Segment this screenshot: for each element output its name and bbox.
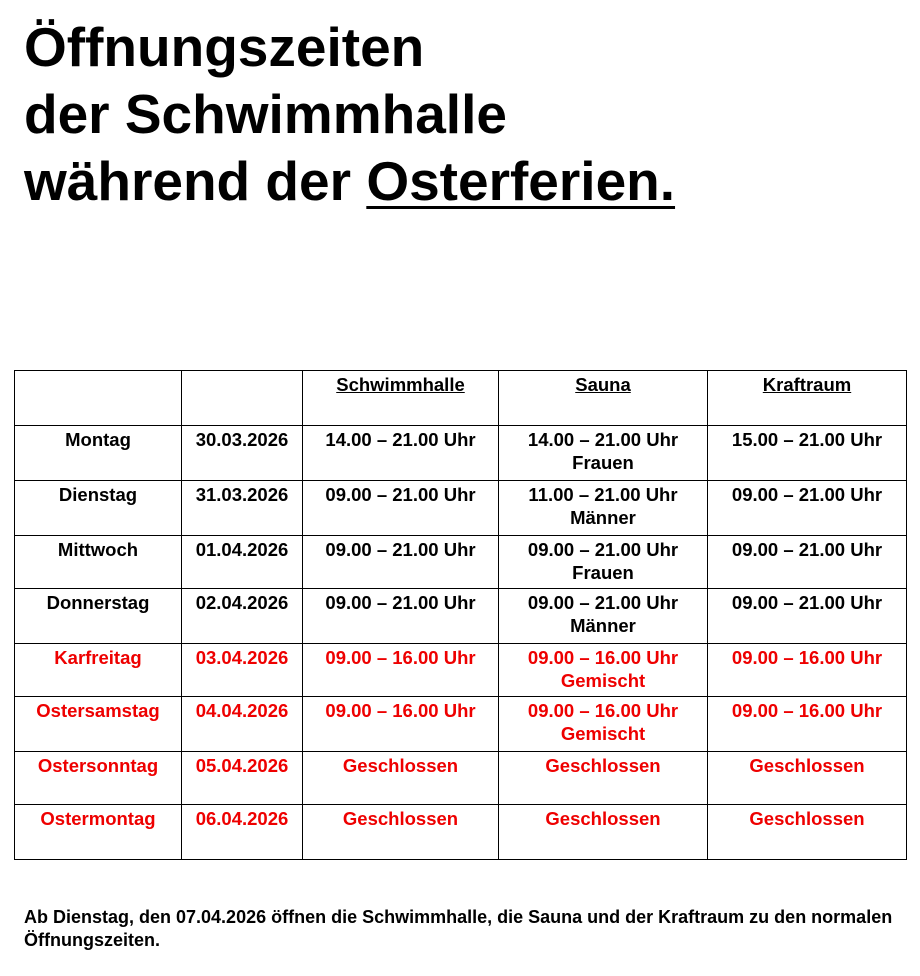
sauna-cell <box>499 697 708 752</box>
table-row <box>15 426 907 481</box>
sauna-cell <box>499 644 708 697</box>
date-cell: 01.04.2026 <box>182 536 303 589</box>
title-line-1: Öffnungszeiten <box>24 16 425 78</box>
sauna-note: Männer <box>570 615 636 636</box>
sauna-cell <box>499 426 708 481</box>
schwimmhalle-cell: 09.00 – 21.00 Uhr <box>303 536 499 589</box>
date-cell: 02.04.2026 <box>182 589 303 644</box>
kraftraum-cell: 15.00 – 21.00 Uhr <box>708 426 907 481</box>
table-row <box>15 481 907 536</box>
day-cell: Montag <box>15 426 182 481</box>
footer-note: Ab Dienstag, den 07.04.2026 öffnen die Schwimmhalle, die Sauna und der Kraftraum zu den normalen Öffnungszeiten. <box>24 907 893 950</box>
schwimmhalle-cell: 09.00 – 21.00 Uhr <box>303 481 499 536</box>
title-line-2: der Schwimmhalle <box>24 83 507 145</box>
sauna-hours: 09.00 – 16.00 Uhr <box>527 700 679 721</box>
kraftraum-cell: Geschlossen <box>708 805 907 860</box>
opening-hours-table <box>14 370 907 860</box>
header-kraftraum <box>708 371 907 426</box>
schwimmhalle-cell: 09.00 – 21.00 Uhr <box>303 589 499 644</box>
sauna-hours: 09.00 – 21.00 Uhr <box>527 539 679 560</box>
header-sauna <box>499 371 708 426</box>
title-line-3-prefix: während der <box>24 150 367 212</box>
sauna-note: Gemischt <box>560 670 646 691</box>
date-cell: 04.04.2026 <box>182 697 303 752</box>
day-cell: Ostermontag <box>15 805 182 860</box>
header-schwimmhalle <box>303 371 499 426</box>
sauna-note: Männer <box>570 507 636 528</box>
table-row <box>15 589 907 644</box>
schwimmhalle-cell: Geschlossen <box>303 805 499 860</box>
schwimmhalle-cell: 09.00 – 16.00 Uhr <box>303 697 499 752</box>
sauna-hours: 09.00 – 16.00 Uhr <box>527 647 679 668</box>
table-row <box>15 805 907 860</box>
sauna-note: Frauen <box>572 562 634 583</box>
header-sauna-label: Sauna <box>575 374 631 395</box>
header-schwimmhalle-label: Schwimmhalle <box>336 374 465 395</box>
title-osterferien: Osterferien. <box>366 150 676 212</box>
title-line-3 <box>24 148 675 215</box>
sauna-cell: Geschlossen <box>499 752 708 805</box>
sauna-cell <box>499 589 708 644</box>
schwimmhalle-cell: Geschlossen <box>303 752 499 805</box>
kraftraum-cell: 09.00 – 16.00 Uhr <box>708 697 907 752</box>
date-cell: 06.04.2026 <box>182 805 303 860</box>
sauna-hours: 11.00 – 21.00 Uhr <box>528 484 678 505</box>
date-cell: 30.03.2026 <box>182 426 303 481</box>
day-cell: Mittwoch <box>15 536 182 589</box>
sauna-cell <box>499 481 708 536</box>
schwimmhalle-cell: 14.00 – 21.00 Uhr <box>303 426 499 481</box>
day-cell: Dienstag <box>15 481 182 536</box>
table-row <box>15 697 907 752</box>
header-day <box>15 371 182 426</box>
kraftraum-cell: 09.00 – 21.00 Uhr <box>708 536 907 589</box>
header-kraftraum-label: Kraftraum <box>762 374 852 395</box>
table-row <box>15 644 907 697</box>
sauna-hours: 14.00 – 21.00 Uhr <box>527 429 679 450</box>
kraftraum-cell: 09.00 – 21.00 Uhr <box>708 589 907 644</box>
kraftraum-cell: 09.00 – 21.00 Uhr <box>708 481 907 536</box>
page-title <box>24 14 675 215</box>
kraftraum-cell: 09.00 – 16.00 Uhr <box>708 644 907 697</box>
day-cell: Ostersamstag <box>15 697 182 752</box>
sauna-cell: Geschlossen <box>499 805 708 860</box>
schwimmhalle-cell: 09.00 – 16.00 Uhr <box>303 644 499 697</box>
sauna-note: Gemischt <box>560 723 646 744</box>
date-cell: 05.04.2026 <box>182 752 303 805</box>
table-row <box>15 752 907 805</box>
day-cell: Karfreitag <box>15 644 182 697</box>
sauna-note: Frauen <box>572 452 634 473</box>
kraftraum-cell: Geschlossen <box>708 752 907 805</box>
day-cell: Ostersonntag <box>15 752 182 805</box>
table-row <box>15 536 907 589</box>
date-cell: 31.03.2026 <box>182 481 303 536</box>
sauna-hours: 09.00 – 21.00 Uhr <box>527 592 679 613</box>
date-cell: 03.04.2026 <box>182 644 303 697</box>
sauna-cell <box>499 536 708 589</box>
day-cell: Donnerstag <box>15 589 182 644</box>
header-date <box>182 371 303 426</box>
table-header-row <box>15 371 907 426</box>
